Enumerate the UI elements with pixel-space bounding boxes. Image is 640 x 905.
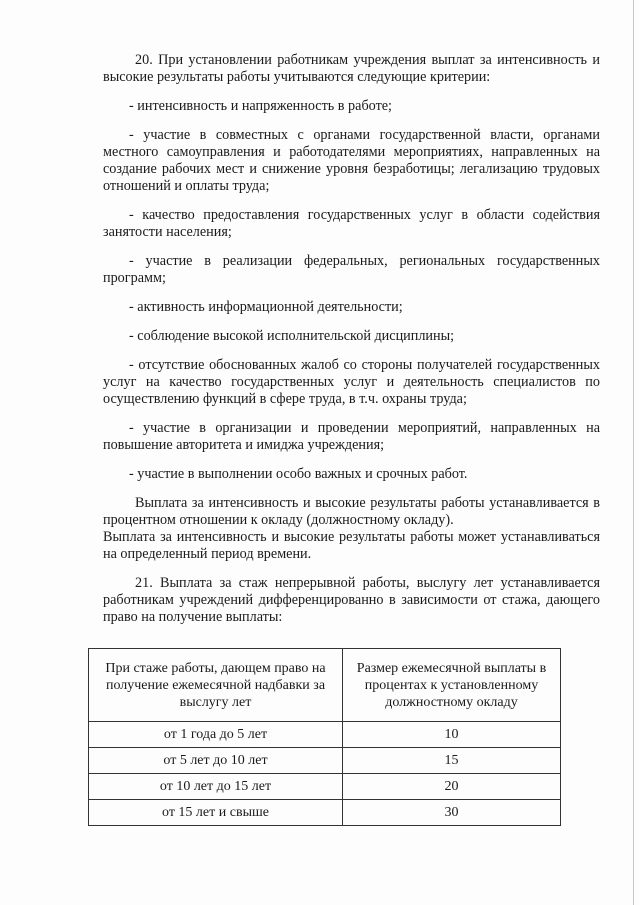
criterion-urgent-work: - участие в выполнении особо важных и срочных работ. (129, 466, 468, 482)
table-row (89, 748, 561, 774)
table-row (89, 774, 561, 800)
table-row (89, 722, 561, 748)
table-header-experience: При стаже работы, дающем право на получение ежемесячной надбавки за выслугу лет (89, 649, 343, 722)
seniority-table (88, 648, 561, 826)
criterion-intensity: - интенсивность и напряженность в работе; (129, 98, 393, 114)
criterion-programs: - участие в реализации федеральных, региональных государственных программ; (103, 253, 600, 286)
table-cell-experience: от 15 лет и свыше (89, 800, 343, 826)
table-cell-percent: 30 (342, 800, 560, 826)
table-header-payment: Размер ежемесячной выплаты в процентах к установленному должностному окладу (342, 649, 560, 722)
table-row (89, 800, 561, 826)
criterion-no-complaints: - отсутствие обоснованных жалоб со стороны получателей государственных услуг на качество государственных услуг и деятельность специалистов по осуществлению функций в сфере труда, в т.ч. охраны труда; (103, 357, 600, 407)
table-cell-percent: 15 (342, 748, 560, 774)
page-edge-line (633, 0, 634, 905)
table-cell-percent: 10 (342, 722, 560, 748)
table-cell-percent: 20 (342, 774, 560, 800)
table-cell-experience: от 10 лет до 15 лет (89, 774, 343, 800)
table-header-row (89, 649, 561, 722)
paragraph-20: 20. При установлении работникам учреждения выплат за интенсивность и высокие результаты работы учитываются следующие критерии: (103, 52, 600, 85)
table-cell-experience: от 1 года до 5 лет (89, 722, 343, 748)
paragraph-21: 21. Выплата за стаж непрерывной работы, выслугу лет устанавливается работникам учреждений дифференцированно в зависимости от стажа, дающего право на получение выплаты: (103, 575, 600, 625)
table-cell-experience: от 5 лет до 10 лет (89, 748, 343, 774)
criterion-joint-events: - участие в совместных с органами государственной власти, органами местного самоуправления и работодателями мероприятиях, направленных на создание рабочих мест и снижение уровня безработицы; легализацию трудовых отношений и оплаты труда; (103, 127, 600, 194)
payment-period-paragraph: Выплата за интенсивность и высокие результаты работы может устанавливаться на определенный период времени. (103, 529, 600, 562)
criterion-discipline: - соблюдение высокой исполнительской дисциплины; (129, 328, 455, 344)
document-body (103, 52, 600, 638)
criterion-information-activity: - активность информационной деятельности; (129, 299, 403, 315)
criterion-service-quality: - качество предоставления государственных услуг в области содействия занятости населения; (103, 207, 600, 240)
criterion-reputation: - участие в организации и проведении мероприятий, направленных на повышение авторитета и имиджа учреждения; (103, 420, 600, 453)
payment-percent-paragraph: Выплата за интенсивность и высокие результаты работы устанавливается в процентном отношении к окладу (должностному окладу). (103, 495, 600, 528)
